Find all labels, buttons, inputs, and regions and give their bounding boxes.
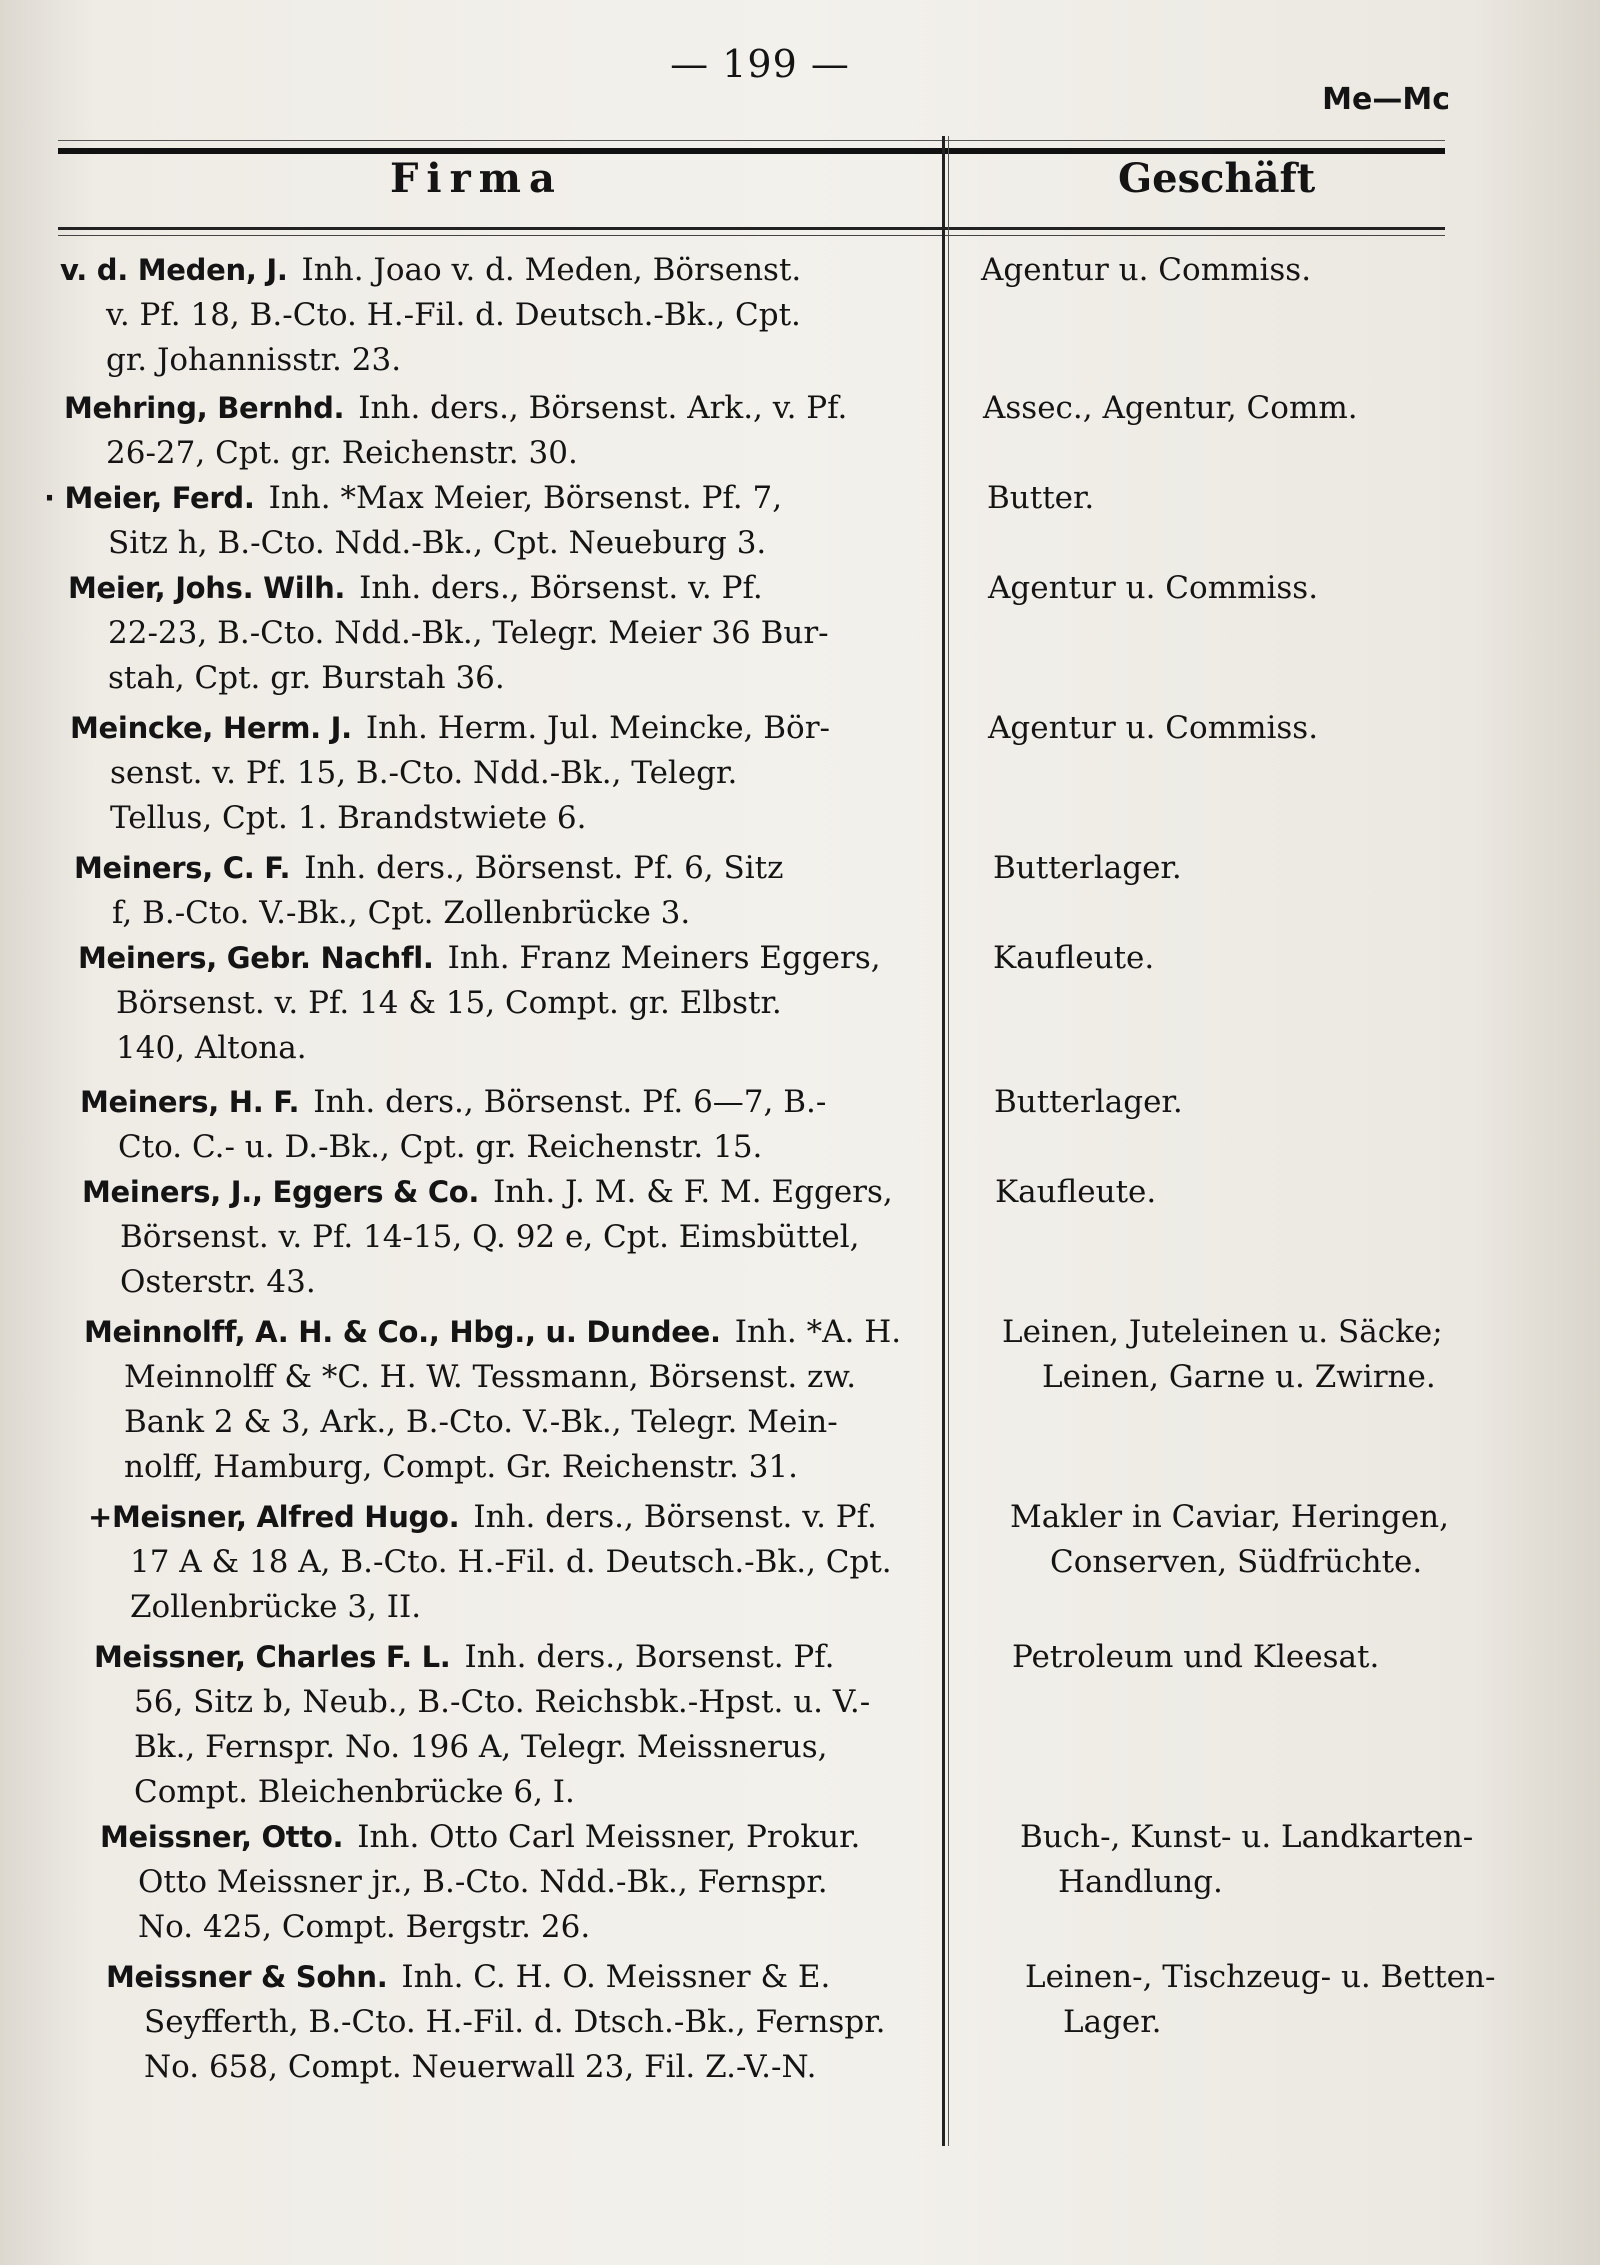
geschaeft-line: Buch-, Kunst- u. Landkarten- (1020, 1819, 1474, 1855)
entry-line: f, B.-Cto. V.-Bk., Cpt. Zollenbrücke 3. (112, 895, 691, 931)
entry-line: · Meier, Ferd. Inh. *Max Meier, Börsenst. Pf. 7, (44, 480, 783, 516)
entry-line: Meinnolff & *C. H. W. Tessmann, Börsenst. zw. (124, 1359, 857, 1395)
entry-line: Osterstr. 43. (120, 1264, 316, 1300)
entry-line: Meiners, C. F. Inh. ders., Börsenst. Pf. 6, Sitz (74, 850, 784, 886)
entry-firma (100, 1815, 980, 1950)
geschaeft-line: Kaufleute. (993, 940, 1155, 976)
entry-geschaeft (995, 1170, 1555, 1215)
entry-firma (84, 1310, 964, 1490)
entry-geschaeft (993, 846, 1553, 891)
firm-name: Mehring, Bernhd. (64, 391, 345, 425)
page-number: — 199 — (670, 42, 850, 86)
entry-geschaeft (1010, 1495, 1570, 1585)
geschaeft-line: Butterlager. (994, 1084, 1183, 1120)
firm-name: Meiners, Gebr. Nachfl. (78, 941, 434, 975)
entry-geschaeft (988, 706, 1548, 751)
entry-line: Mehring, Bernhd. Inh. ders., Börsenst. Ark., v. Pf. (64, 390, 848, 426)
entry-line: Meinnolff, A. H. & Co., Hbg., u. Dundee. Inh. *A. H. (84, 1314, 902, 1350)
column-header-geschaeft: Geschäft (1118, 155, 1316, 202)
firm-name: Meissner, Otto. (100, 1820, 344, 1854)
column-header-rule-thin (58, 235, 1445, 236)
geschaeft-line: Leinen-, Tischzeug- u. Betten- (1025, 1959, 1496, 1995)
entry-geschaeft (993, 936, 1553, 981)
entry-line: 140, Altona. (116, 1030, 307, 1066)
firm-name: Meier, Johs. Wilh. (68, 571, 346, 605)
geschaeft-line: Assec., Agentur, Comm. (983, 390, 1358, 426)
entry-line: Compt. Bleichenbrücke 6, I. (134, 1774, 575, 1810)
entry-geschaeft (1020, 1815, 1580, 1905)
geschaeft-line: Petroleum und Kleesat. (1012, 1639, 1380, 1675)
firm-name: Meiners, H. F. (80, 1085, 300, 1119)
entry-line: Cto. C.- u. D.-Bk., Cpt. gr. Reichenstr. 15. (118, 1129, 763, 1165)
firm-name: v. d. Meden, J. (60, 253, 288, 287)
geschaeft-line: Conserven, Südfrüchte. (1050, 1544, 1423, 1580)
firm-name: Meissner & Sohn. (106, 1960, 388, 1994)
entry-line: No. 658, Compt. Neuerwall 23, Fil. Z.-V.-N. (144, 2049, 817, 2085)
geschaeft-line: Makler in Caviar, Heringen, (1010, 1499, 1449, 1535)
entry-geschaeft (994, 1080, 1554, 1125)
entry-line: Tellus, Cpt. 1. Brandstwiete 6. (110, 800, 587, 836)
entry-line: Meincke, Herm. J. Inh. Herm. Jul. Meincke, Bör- (70, 710, 830, 746)
entry-firma (74, 846, 954, 936)
entry-geschaeft (983, 386, 1543, 431)
column-header-firma: Firma (390, 155, 563, 202)
entry-line: No. 425, Compt. Bergstr. 26. (138, 1909, 591, 1945)
entry-line: Seyfferth, B.-Cto. H.-Fil. d. Dtsch.-Bk., Fernspr. (144, 2004, 886, 2040)
header-rule (58, 148, 1445, 154)
entry-line: stah, Cpt. gr. Burstah 36. (108, 660, 505, 696)
entry-firma (106, 1955, 986, 2090)
entry-firma (94, 1635, 974, 1815)
entry-firma (68, 566, 948, 701)
geschaeft-line: Leinen, Juteleinen u. Säcke; (1002, 1314, 1443, 1350)
entry-line: 26-27, Cpt. gr. Reichenstr. 30. (106, 435, 578, 471)
geschaeft-line: Butter. (987, 480, 1095, 516)
entry-line: Bank 2 & 3, Ark., B.-Cto. V.-Bk., Telegr. Mein- (124, 1404, 838, 1440)
entry-geschaeft (981, 248, 1541, 293)
entry-firma (88, 1495, 968, 1630)
entry-line: 56, Sitz b, Neub., B.-Cto. Reichsbk.-Hpst. u. V.- (134, 1684, 871, 1720)
entry-firma (78, 936, 958, 1071)
entry-line: Meiners, H. F. Inh. ders., Börsenst. Pf. 6—7, B.- (80, 1084, 827, 1120)
entry-line: Meiners, Gebr. Nachfl. Inh. Franz Meiners Eggers, (78, 940, 881, 976)
entry-firma (82, 1170, 962, 1305)
entry-line: Meissner, Charles F. L. Inh. ders., Borsenst. Pf. (94, 1639, 835, 1675)
geschaeft-line: Agentur u. Commiss. (981, 252, 1312, 288)
firm-name: Meincke, Herm. J. (70, 711, 352, 745)
firm-name: +Meisner, Alfred Hugo. (88, 1500, 460, 1534)
entry-geschaeft (1025, 1955, 1585, 2045)
entry-line: gr. Johannisstr. 23. (106, 342, 402, 378)
entry-line: Meiners, J., Eggers & Co. Inh. J. M. & F. M. Eggers, (82, 1174, 893, 1210)
entry-line: Börsenst. v. Pf. 14 & 15, Compt. gr. Elbstr. (116, 985, 782, 1021)
entry-line: Meissner & Sohn. Inh. C. H. O. Meissner & E. (106, 1959, 831, 1995)
firm-name: Meissner, Charles F. L. (94, 1640, 451, 1674)
geschaeft-line: Butterlager. (993, 850, 1182, 886)
entry-line: nolff, Hamburg, Compt. Gr. Reichenstr. 31. (124, 1449, 798, 1485)
entry-line: Otto Meissner jr., B.-Cto. Ndd.-Bk., Fernspr. (138, 1864, 828, 1900)
firm-name: · Meier, Ferd. (44, 481, 255, 515)
entry-line: Bk., Fernspr. No. 196 A, Telegr. Meissnerus, (134, 1729, 828, 1765)
entry-line: Meissner, Otto. Inh. Otto Carl Meissner, Prokur. (100, 1819, 861, 1855)
entry-geschaeft (988, 566, 1548, 611)
entry-line: Zollenbrücke 3, II. (130, 1589, 422, 1625)
entry-line: Sitz h, B.-Cto. Ndd.-Bk., Cpt. Neueburg 3. (108, 525, 767, 561)
geschaeft-line: Kaufleute. (995, 1174, 1157, 1210)
entry-line: senst. v. Pf. 15, B.-Cto. Ndd.-Bk., Telegr. (110, 755, 738, 791)
column-header-rule (58, 227, 1445, 230)
entry-geschaeft (1002, 1310, 1562, 1400)
firm-name: Meiners, J., Eggers & Co. (82, 1175, 480, 1209)
geschaeft-line: Agentur u. Commiss. (988, 570, 1319, 606)
page-header (0, 42, 1600, 117)
entry-geschaeft (987, 476, 1547, 521)
entry-line: +Meisner, Alfred Hugo. Inh. ders., Börsenst. v. Pf. (88, 1499, 877, 1535)
entry-line: v. Pf. 18, B.-Cto. H.-Fil. d. Deutsch.-Bk., Cpt. (106, 297, 801, 333)
geschaeft-line: Leinen, Garne u. Zwirne. (1042, 1359, 1436, 1395)
firm-name: Meiners, C. F. (74, 851, 291, 885)
entry-firma (64, 386, 944, 476)
entry-firma (80, 1080, 960, 1170)
entry-line: v. d. Meden, J. Inh. Joao v. d. Meden, Börsenst. (60, 252, 802, 288)
entry-geschaeft (1012, 1635, 1572, 1680)
geschaeft-line: Handlung. (1058, 1864, 1223, 1900)
geschaeft-line: Agentur u. Commiss. (988, 710, 1319, 746)
entry-line: Meier, Johs. Wilh. Inh. ders., Börsenst. v. Pf. (68, 570, 763, 606)
entry-line: Börsenst. v. Pf. 14-15, Q. 92 e, Cpt. Eimsbüttel, (120, 1219, 860, 1255)
entry-line: 17 A & 18 A, B.-Cto. H.-Fil. d. Deutsch.-Bk., Cpt. (130, 1544, 892, 1580)
entry-line: 22-23, B.-Cto. Ndd.-Bk., Telegr. Meier 36 Bur- (108, 615, 829, 651)
alphabet-range: Me—Mc (1322, 82, 1450, 117)
firm-name: Meinnolff, A. H. & Co., Hbg., u. Dundee. (84, 1315, 721, 1349)
header-rule-thin (58, 140, 1445, 141)
entry-firma (70, 706, 950, 841)
entry-firma (44, 476, 924, 566)
geschaeft-line: Lager. (1063, 2004, 1162, 2040)
entry-firma (60, 248, 940, 383)
